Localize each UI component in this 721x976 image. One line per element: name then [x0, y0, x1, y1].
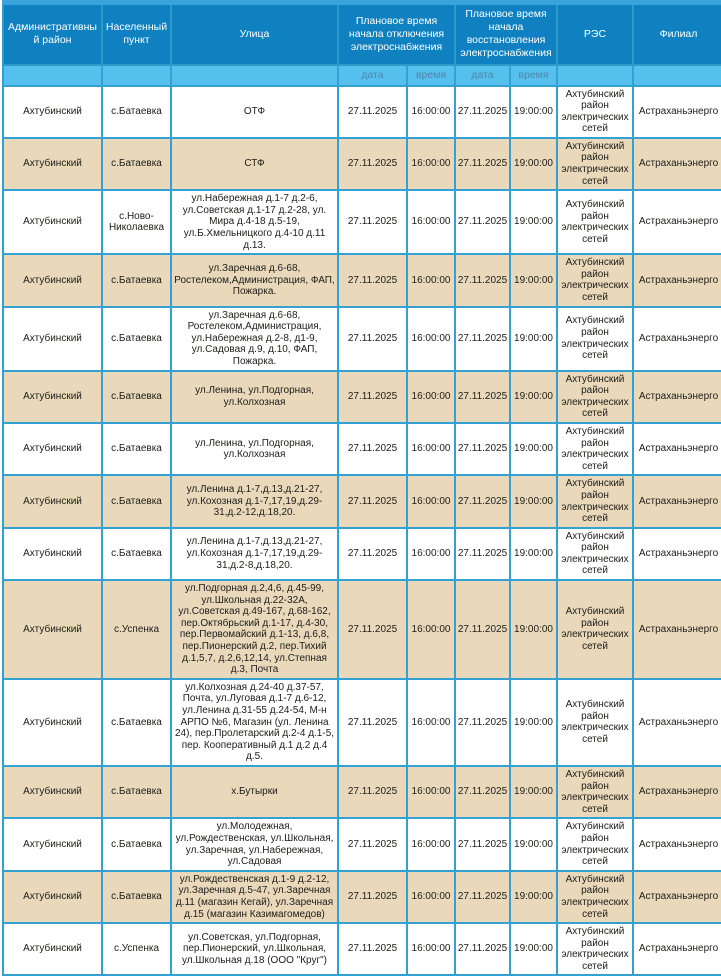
cell-district: Ахтубинский — [3, 818, 102, 870]
cell-street: ул.Ленина, ул.Подгорная, ул.Колхозная — [171, 423, 338, 475]
cell-settlement: с.Успенка — [102, 580, 171, 679]
cell-branch: Астраханьэнерго — [633, 423, 721, 475]
cell-on_time: 19:00:00 — [510, 86, 557, 138]
table-row — [3, 528, 721, 580]
cell-district: Ахтубинский — [3, 371, 102, 423]
cell-off_date: 27.11.2025 — [338, 923, 407, 975]
cell-branch: Астраханьэнерго — [633, 766, 721, 818]
cell-branch: Астраханьэнерго — [633, 679, 721, 766]
header-street: Улица — [171, 3, 338, 65]
cell-off_time: 16:00:00 — [407, 371, 455, 423]
cell-settlement: с.Батаевка — [102, 86, 171, 138]
table-row — [3, 871, 721, 923]
cell-settlement: с.Батаевка — [102, 871, 171, 923]
cell-on_date: 27.11.2025 — [455, 818, 510, 870]
cell-on_time: 19:00:00 — [510, 254, 557, 306]
cell-off_time: 16:00:00 — [407, 580, 455, 679]
table-body — [3, 86, 721, 976]
cell-off_time: 16:00:00 — [407, 475, 455, 527]
cell-branch: Астраханьэнерго — [633, 528, 721, 580]
subheader-on-time: время — [510, 65, 557, 86]
cell-district: Ахтубинский — [3, 254, 102, 306]
cell-res: Ахтубинский район электрических сетей — [557, 138, 633, 190]
cell-on_time: 19:00:00 — [510, 679, 557, 766]
cell-res: Ахтубинский район электрических сетей — [557, 475, 633, 527]
cell-settlement: с.Батаевка — [102, 528, 171, 580]
cell-on_time: 19:00:00 — [510, 138, 557, 190]
cell-res: Ахтубинский район электрических сетей — [557, 371, 633, 423]
cell-on_date: 27.11.2025 — [455, 766, 510, 818]
table-row — [3, 371, 721, 423]
table-row — [3, 580, 721, 679]
cell-district: Ахтубинский — [3, 923, 102, 975]
cell-on_date: 27.11.2025 — [455, 86, 510, 138]
cell-on_time: 19:00:00 — [510, 475, 557, 527]
cell-branch: Астраханьэнерго — [633, 371, 721, 423]
cell-off_time: 16:00:00 — [407, 766, 455, 818]
cell-on_date: 27.11.2025 — [455, 475, 510, 527]
cell-street: ул.Ленина д.1-7,д.13,д.21-27, ул.Кохозная д.1-7,17,19,д.29-31,д.2-12,д.18,20. — [171, 475, 338, 527]
cell-on_date: 27.11.2025 — [455, 580, 510, 679]
cell-street: ул.Рождественская д.1-9 д.2-12, ул.Заречная д.5-47, ул.Заречная д.11 (магазин Кегай), ул.Заречная д.15 (магазин Казимагомедов) — [171, 871, 338, 923]
cell-off_date: 27.11.2025 — [338, 475, 407, 527]
table-row — [3, 254, 721, 306]
subheader-on-date: дата — [455, 65, 510, 86]
cell-district: Ахтубинский — [3, 679, 102, 766]
cell-on_time: 19:00:00 — [510, 190, 557, 254]
cell-on_date: 27.11.2025 — [455, 190, 510, 254]
header-settlement: Населенный пункт — [102, 3, 171, 65]
cell-on_date: 27.11.2025 — [455, 254, 510, 306]
cell-off_date: 27.11.2025 — [338, 254, 407, 306]
table-row — [3, 923, 721, 975]
cell-settlement: с.Батаевка — [102, 254, 171, 306]
cell-off_time: 16:00:00 — [407, 307, 455, 371]
cell-street: ул.Молодежная, ул.Рождественская, ул.Школьная, ул.Заречная, ул.Набережная, ул.Садовая — [171, 818, 338, 870]
cell-district: Ахтубинский — [3, 871, 102, 923]
cell-off_time: 16:00:00 — [407, 818, 455, 870]
cell-off_time: 16:00:00 — [407, 528, 455, 580]
cell-res: Ахтубинский район электрических сетей — [557, 679, 633, 766]
cell-on_date: 27.11.2025 — [455, 307, 510, 371]
cell-off_date: 27.11.2025 — [338, 580, 407, 679]
cell-district: Ахтубинский — [3, 86, 102, 138]
cell-settlement: с.Батаевка — [102, 766, 171, 818]
table-row — [3, 138, 721, 190]
cell-branch: Астраханьэнерго — [633, 580, 721, 679]
cell-on_date: 27.11.2025 — [455, 371, 510, 423]
cell-off_date: 27.11.2025 — [338, 138, 407, 190]
cell-on_time: 19:00:00 — [510, 818, 557, 870]
cell-branch: Астраханьэнерго — [633, 475, 721, 527]
cell-on_date: 27.11.2025 — [455, 528, 510, 580]
cell-off_time: 16:00:00 — [407, 254, 455, 306]
header-branch: Филиал — [633, 3, 721, 65]
cell-off_time: 16:00:00 — [407, 86, 455, 138]
cell-street: ул.Заречная д.6-68, Ростелеком,Администрация, ФАП, Пожарка. — [171, 254, 338, 306]
cell-off_time: 16:00:00 — [407, 923, 455, 975]
cell-on_time: 19:00:00 — [510, 528, 557, 580]
header-restore-group: Плановое время начала восстановления электроснабжения — [455, 3, 557, 65]
outage-table — [2, 0, 721, 976]
cell-district: Ахтубинский — [3, 475, 102, 527]
header-district: Административный район — [3, 3, 102, 65]
cell-on_date: 27.11.2025 — [455, 423, 510, 475]
subheader-off-time: время — [407, 65, 455, 86]
cell-res: Ахтубинский район электрических сетей — [557, 190, 633, 254]
cell-res: Ахтубинский район электрических сетей — [557, 871, 633, 923]
cell-off_time: 16:00:00 — [407, 423, 455, 475]
cell-on_time: 19:00:00 — [510, 307, 557, 371]
table-row — [3, 86, 721, 138]
subheader-row — [3, 65, 721, 86]
subheader-empty — [557, 65, 633, 86]
header-row — [3, 3, 721, 65]
subheader-empty — [171, 65, 338, 86]
cell-settlement: с.Успенка — [102, 923, 171, 975]
cell-res: Ахтубинский район электрических сетей — [557, 423, 633, 475]
cell-branch: Астраханьэнерго — [633, 254, 721, 306]
cell-street: ул.Колхозная д.24-40 д.37-57, Почта, ул.Луговая д.1-7 д.6-12, ул.Ленина д.31-55 д.24-54, М-н АРПО №6, Магазин (ул. Ленина 24), пер.Пролетарский д.2-4 д.1-5, пер. Кооперативный д.1 д.2 д.4 д.5. — [171, 679, 338, 766]
table-row — [3, 475, 721, 527]
cell-street: СТФ — [171, 138, 338, 190]
cell-branch: Астраханьэнерго — [633, 138, 721, 190]
cell-off_date: 27.11.2025 — [338, 307, 407, 371]
cell-on_date: 27.11.2025 — [455, 138, 510, 190]
cell-street: ОТФ — [171, 86, 338, 138]
cell-settlement: с.Батаевка — [102, 679, 171, 766]
cell-off_date: 27.11.2025 — [338, 871, 407, 923]
cell-on_time: 19:00:00 — [510, 371, 557, 423]
cell-street: х.Бутырки — [171, 766, 338, 818]
cell-district: Ахтубинский — [3, 138, 102, 190]
cell-off_date: 27.11.2025 — [338, 86, 407, 138]
cell-off_date: 27.11.2025 — [338, 190, 407, 254]
table-row — [3, 766, 721, 818]
cell-district: Ахтубинский — [3, 423, 102, 475]
cell-off_date: 27.11.2025 — [338, 528, 407, 580]
cell-branch: Астраханьэнерго — [633, 818, 721, 870]
cell-off_date: 27.11.2025 — [338, 423, 407, 475]
cell-branch: Астраханьэнерго — [633, 86, 721, 138]
cell-settlement: с.Батаевка — [102, 138, 171, 190]
table-row — [3, 307, 721, 371]
cell-district: Ахтубинский — [3, 580, 102, 679]
cell-branch: Астраханьэнерго — [633, 307, 721, 371]
cell-branch: Астраханьэнерго — [633, 923, 721, 975]
cell-on_time: 19:00:00 — [510, 923, 557, 975]
subheader-empty — [633, 65, 721, 86]
cell-res: Ахтубинский район электрических сетей — [557, 766, 633, 818]
cell-settlement: с.Батаевка — [102, 371, 171, 423]
cell-branch: Астраханьэнерго — [633, 871, 721, 923]
table-row — [3, 190, 721, 254]
cell-branch: Астраханьэнерго — [633, 190, 721, 254]
cell-street: ул.Советская, ул.Подгорная, пер.Пионерский, ул.Школьная, ул.Школьная д.18 (ООО "Круг") — [171, 923, 338, 975]
subheader-empty — [102, 65, 171, 86]
header-res: РЭС — [557, 3, 633, 65]
cell-res: Ахтубинский район электрических сетей — [557, 580, 633, 679]
cell-res: Ахтубинский район электрических сетей — [557, 923, 633, 975]
cell-res: Ахтубинский район электрических сетей — [557, 818, 633, 870]
cell-street: ул.Набережная д.1-7 д.2-6, ул.Советская д.1-17 д.2-28, ул. Мира д.4-18 д.5-19, ул.Б.Хмельницкого д.4-10 д.11 д.13. — [171, 190, 338, 254]
cell-on_time: 19:00:00 — [510, 580, 557, 679]
cell-on_time: 19:00:00 — [510, 871, 557, 923]
cell-settlement: с.Батаевка — [102, 423, 171, 475]
cell-settlement: с.Батаевка — [102, 818, 171, 870]
subheader-off-date: дата — [338, 65, 407, 86]
cell-res: Ахтубинский район электрических сетей — [557, 307, 633, 371]
table-row — [3, 818, 721, 870]
header-outage-group: Плановое время начала отключения электроснабжения — [338, 3, 455, 65]
cell-street: ул.Подгорная д.2,4,6, д.45-99, ул.Школьная д.22-32А, ул.Советская д.49-167, д.68-162, пер.Октябрьский д.1-17, д.4-30, пер.Первомайский д.1-13, д.6,8, пер.Пионерский д.2, пер.Тихий д.1,5,7, д.2,6,12,14, ул.Степная д.3, Почта — [171, 580, 338, 679]
cell-settlement: с.Батаевка — [102, 307, 171, 371]
cell-street: ул.Заречная д.6-68, Ростелеком,Администрация, ул.Набережная д.2-8, д1-9, ул.Садовая д.9, д.10, ФАП, Пожарка. — [171, 307, 338, 371]
cell-off_date: 27.11.2025 — [338, 679, 407, 766]
cell-off_time: 16:00:00 — [407, 138, 455, 190]
cell-off_time: 16:00:00 — [407, 871, 455, 923]
cell-on_time: 19:00:00 — [510, 766, 557, 818]
cell-district: Ахтубинский — [3, 190, 102, 254]
subheader-empty — [3, 65, 102, 86]
cell-street: ул.Ленина, ул.Подгорная, ул.Колхозная — [171, 371, 338, 423]
cell-res: Ахтубинский район электрических сетей — [557, 254, 633, 306]
cell-res: Ахтубинский район электрических сетей — [557, 86, 633, 138]
cell-res: Ахтубинский район электрических сетей — [557, 528, 633, 580]
table-row — [3, 423, 721, 475]
cell-off_date: 27.11.2025 — [338, 818, 407, 870]
cell-on_date: 27.11.2025 — [455, 871, 510, 923]
cell-off_date: 27.11.2025 — [338, 371, 407, 423]
cell-settlement: с.Батаевка — [102, 475, 171, 527]
cell-off_date: 27.11.2025 — [338, 766, 407, 818]
cell-district: Ахтубинский — [3, 766, 102, 818]
cell-street: ул.Ленина д.1-7,д.13,д.21-27, ул.Кохозная д.1-7,17,19,д.29-31,д.2-8,д.18,20. — [171, 528, 338, 580]
table-header — [3, 3, 721, 86]
cell-off_time: 16:00:00 — [407, 190, 455, 254]
cell-on_time: 19:00:00 — [510, 423, 557, 475]
cell-district: Ахтубинский — [3, 307, 102, 371]
cell-on_date: 27.11.2025 — [455, 923, 510, 975]
cell-on_date: 27.11.2025 — [455, 679, 510, 766]
table-row — [3, 679, 721, 766]
cell-district: Ахтубинский — [3, 528, 102, 580]
cell-off_time: 16:00:00 — [407, 679, 455, 766]
cell-settlement: с.Ново-Николаевка — [102, 190, 171, 254]
